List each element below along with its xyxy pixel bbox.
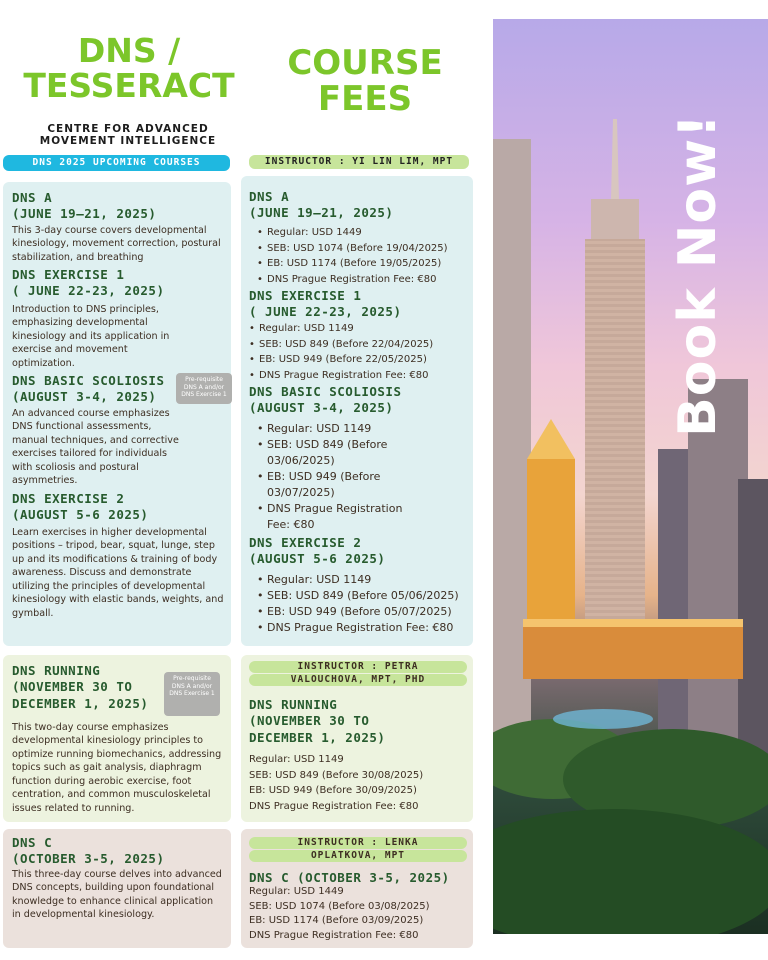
- fee-title: DNS RUNNING: [249, 697, 338, 712]
- fees-title: [270, 43, 460, 119]
- fees-title-line-1: COURSE: [287, 43, 443, 83]
- fee-dates: ( JUNE 22-23, 2025): [249, 304, 402, 320]
- fee-item: • Regular: USD 1149: [247, 321, 469, 337]
- course-heading-basic-scoliosis: [12, 373, 165, 406]
- course-dates: (AUGUST 3-4, 2025): [12, 389, 157, 405]
- course-heading-exercise-2: [12, 491, 148, 524]
- fee-item: • SEB: USD 849 (Before 22/04/2025): [247, 337, 469, 353]
- fee-list-exercise-2: [255, 572, 470, 636]
- course-dates-cont: DECEMBER 1, 2025): [12, 695, 149, 711]
- instructor-label-2-line-1: INSTRUCTOR : PETRA: [249, 661, 467, 673]
- prerequisite-badge-running: Pre-requisite DNS A and/or DNS Exercise 1: [164, 672, 220, 716]
- fee-title: DNS EXERCISE 1: [249, 288, 362, 303]
- instructor-label-2: [249, 660, 467, 686]
- fee-item: EB: USD 949 (Before 30/09/2025): [249, 785, 417, 796]
- course-dates: (NOVEMBER 30 TO: [12, 679, 133, 695]
- fee-heading-exercise-2: [249, 535, 385, 568]
- fee-item: EB: USD 1174 (Before 03/09/2025): [249, 915, 424, 926]
- fee-item: • EB: USD 949 (Before: [255, 469, 435, 485]
- course-title: DNS RUNNING: [12, 663, 101, 678]
- fee-item: • DNS Prague Registration Fee: €80: [255, 620, 470, 636]
- course-heading-dns-a: [12, 190, 156, 223]
- fee-dates: (JUNE 19–21, 2025): [249, 205, 394, 221]
- fee-title: DNS EXERCISE 2: [249, 535, 362, 550]
- fee-dates: (AUGUST 3-4, 2025): [249, 400, 394, 416]
- instructor-label-3-line-2: OPLATKOVA, MPT: [249, 850, 467, 862]
- book-now-text[interactable]: Book Now!: [668, 113, 728, 437]
- fee-heading-running: [249, 697, 385, 746]
- course-title: DNS A: [12, 190, 53, 205]
- fee-list-dns-c: [249, 885, 469, 943]
- course-desc-basic-scoliosis: An advanced course emphasizes DNS functional assessments, manual techniques, and corrective exercises tailored for individuals with scoliosis and postural asymmetries.: [12, 408, 179, 487]
- instructor-label-2-line-2: VALOUCHOVA, MPT, PHD: [249, 674, 467, 686]
- fee-item: SEB: USD 1074 (Before 03/08/2025): [249, 900, 430, 912]
- brand-subtitle: CENTRE FOR ADVANCED MOVEMENT INTELLIGENCE: [39, 123, 217, 148]
- fee-item: • SEB: USD 1074 (Before 19/04/2025): [255, 241, 470, 257]
- fee-item: • DNS Prague Registration Fee: €80: [247, 368, 469, 384]
- fee-title: DNS C (OCTOBER 3-5, 2025): [249, 870, 450, 885]
- fee-item: Regular: USD 1149: [249, 754, 344, 765]
- fee-dates-cont: DECEMBER 1, 2025): [249, 729, 386, 745]
- fee-item: • DNS Prague Registration Fee: €80: [255, 272, 470, 288]
- fee-item: • SEB: USD 849 (Before: [255, 437, 435, 453]
- course-title: DNS EXERCISE 2: [12, 491, 125, 506]
- fee-title: DNS BASIC SCOLIOSIS: [249, 384, 402, 399]
- fee-item: DNS Prague Registration Fee: €80: [249, 929, 419, 941]
- course-heading-exercise-1: [12, 267, 165, 300]
- course-dates: (OCTOBER 3-5, 2025): [12, 851, 165, 867]
- fee-item-cont: Fee: €80: [267, 517, 315, 531]
- fee-item: • Regular: USD 1449: [255, 225, 470, 241]
- fee-heading-dns-c: [249, 870, 450, 886]
- fee-item-cont: 03/06/2025): [267, 453, 335, 467]
- fee-item: • SEB: USD 849 (Before 05/06/2025): [255, 588, 470, 604]
- fee-dates: (AUGUST 5-6 2025): [249, 551, 386, 567]
- fee-title: DNS A: [249, 189, 290, 204]
- brand-line-1: DNS /: [77, 31, 181, 70]
- fee-heading-basic-scoliosis: [249, 384, 402, 417]
- course-title: DNS C: [12, 835, 53, 850]
- brand-line-2: TESSERACT: [23, 65, 235, 105]
- instructor-label-1: INSTRUCTOR : YI LIN LIM, MPT: [249, 155, 469, 169]
- fee-item: • DNS Prague Registration: [255, 501, 435, 517]
- course-title: DNS BASIC SCOLIOSIS: [12, 373, 165, 388]
- course-dates: (AUGUST 5-6 2025): [12, 507, 149, 523]
- course-desc-exercise-2: Learn exercises in higher developmental positions – tripod, bear, squat, lunge, step up and its modifications & training of body awareness. Discuss and demonstrate utilizing the principles of developmental kinesiology with elastic bands, weights, and gymball.: [12, 527, 224, 619]
- fee-item: • Regular: USD 1149: [255, 572, 470, 588]
- fee-list-dns-a: [255, 225, 470, 287]
- course-heading-running: [12, 663, 148, 712]
- fee-item: Regular: USD 1449: [249, 886, 344, 897]
- course-desc-dns-a: This 3-day course covers developmental kinesiology, movement correction, postural stabilization, and breathing: [12, 225, 221, 263]
- upcoming-courses-label: DNS 2025 UPCOMING COURSES: [3, 155, 230, 171]
- instructor-label-3-line-1: INSTRUCTOR : LENKA: [249, 837, 467, 849]
- book-now-label[interactable]: [628, 110, 768, 440]
- fee-list-running: [249, 752, 469, 814]
- fee-list-basic-scoliosis: [255, 421, 435, 533]
- fee-item: • EB: USD 1174 (Before 19/05/2025): [255, 256, 470, 272]
- fee-item: DNS Prague Registration Fee: €80: [249, 800, 419, 812]
- fee-item: • EB: USD 949 (Before 22/05/2025): [247, 352, 469, 368]
- course-heading-dns-c: [12, 835, 165, 868]
- fee-item: SEB: USD 849 (Before 30/08/2025): [249, 769, 424, 781]
- course-desc-running: This two-day course emphasizes developmental kinesiology principles to optimize running biomechanics, addressing topics such as gait analysis, diaphragm function during aerobic exercise, foot centration, and common musculoskeletal issues related to running.: [12, 722, 222, 814]
- fee-item: • EB: USD 949 (Before 05/07/2025): [255, 604, 470, 620]
- fee-heading-exercise-1: [249, 288, 402, 321]
- fee-item-cont: 03/07/2025): [267, 485, 335, 499]
- prerequisite-badge-scoliosis: Pre-requisite DNS A and/or DNS Exercise 1: [176, 373, 232, 404]
- brand-title: [14, 31, 244, 105]
- course-desc-dns-c: This three-day course delves into advanced DNS concepts, building upon foundational knowledge to enhance clinical application in developmental kinesiology.: [12, 869, 222, 921]
- course-dates: ( JUNE 22-23, 2025): [12, 283, 165, 299]
- fee-list-exercise-1: [247, 321, 469, 383]
- course-desc-exercise-1: Introduction to DNS principles, emphasizing developmental kinesiology and its application in exercise and movement optimization.: [12, 304, 170, 369]
- fee-item: • Regular: USD 1149: [255, 421, 435, 437]
- fee-heading-dns-a: [249, 189, 393, 222]
- fees-title-line-2: FEES: [317, 78, 413, 119]
- course-title: DNS EXERCISE 1: [12, 267, 125, 282]
- course-dates: (JUNE 19–21, 2025): [12, 206, 157, 222]
- fee-dates: (NOVEMBER 30 TO: [249, 713, 370, 729]
- instructor-label-3: [249, 836, 467, 862]
